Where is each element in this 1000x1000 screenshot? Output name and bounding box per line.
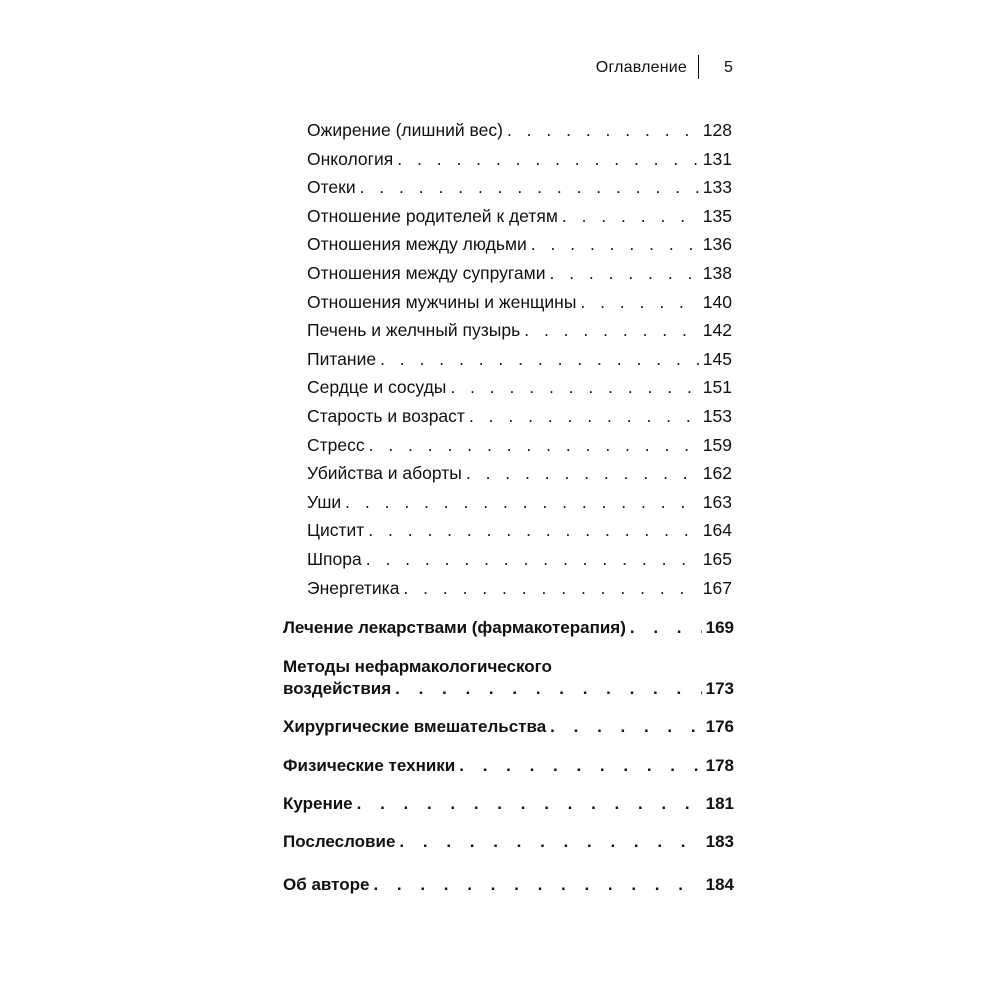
toc-entry-page: 138 [702, 263, 732, 283]
toc-entry-label: Отношения между супругами [307, 263, 546, 283]
dot-leader [373, 875, 701, 895]
toc-chapter[interactable] [283, 832, 734, 856]
toc-entry-page: 136 [702, 234, 732, 255]
toc-chapter[interactable] [283, 794, 734, 818]
toc-entry[interactable] [307, 377, 732, 401]
toc-entry-label: Стресс [307, 434, 365, 455]
dot-leader [395, 679, 701, 699]
toc-entry-page: 164 [702, 520, 732, 541]
toc-chapter[interactable] [283, 618, 734, 642]
toc-entry[interactable] [307, 578, 732, 602]
dot-leader [459, 756, 701, 776]
dot-leader [469, 406, 699, 427]
toc-chapter-label: Послесловие [283, 832, 396, 851]
toc-chapter-page: 181 [705, 794, 734, 813]
dot-leader [524, 320, 699, 341]
toc-entry-page: 151 [702, 377, 732, 398]
dot-leader [450, 377, 698, 398]
toc-entry-page: 162 [702, 463, 732, 484]
toc-entry-label: Уши [307, 491, 342, 512]
toc-entry-page: 131 [702, 148, 732, 169]
running-header [0, 58, 1000, 80]
toc-chapter-label: воздействия [283, 679, 392, 698]
toc-chapter[interactable] [283, 679, 734, 703]
toc-entry-label: Убийства и аборты [307, 463, 462, 484]
toc-chapter-label: Курение [283, 794, 353, 813]
toc-chapter[interactable] [283, 717, 734, 741]
dot-leader [531, 234, 699, 255]
toc-entry-label: Цистит [307, 520, 365, 541]
dot-leader [549, 263, 698, 284]
dot-leader [380, 349, 699, 370]
toc-entry-page: 153 [702, 406, 732, 426]
dot-leader [397, 149, 699, 170]
toc-entry-page: 128 [702, 120, 732, 140]
toc-entry-label: Сердце и сосуды [307, 377, 447, 398]
header-divider [698, 55, 699, 79]
toc-entry[interactable] [307, 549, 732, 573]
toc-chapter-page: 176 [705, 717, 734, 736]
dot-leader [360, 177, 699, 198]
toc-chapter-page: 169 [705, 618, 734, 637]
toc-entry[interactable] [307, 177, 732, 201]
toc-entry-label: Онкология [307, 148, 394, 169]
toc-entry-label: Отеки [307, 177, 356, 198]
toc-chapter-label: Хирургические вмешательства [283, 717, 547, 736]
dot-leader [507, 120, 699, 141]
toc-chapter-page: 173 [705, 679, 734, 698]
header-page-number: 5 [724, 59, 733, 76]
toc-entry-page: 142 [702, 320, 732, 341]
toc-chapter-label: Физические техники [283, 756, 456, 775]
toc-entry[interactable] [307, 349, 732, 373]
toc-entry[interactable] [307, 234, 732, 258]
toc-entry-page: 135 [702, 205, 732, 226]
dot-leader [580, 292, 698, 313]
toc-entry[interactable] [307, 263, 732, 287]
dot-leader [403, 578, 698, 599]
toc-entry[interactable] [307, 463, 732, 487]
header-title: Оглавление [595, 59, 687, 76]
toc-entry-label: Отношения мужчины и женщины [307, 291, 577, 312]
toc-entry-page: 165 [702, 549, 732, 569]
toc-entry-label: Шпора [307, 549, 362, 569]
toc-chapter[interactable] [283, 756, 734, 780]
dot-leader [357, 794, 702, 814]
toc-entry[interactable] [307, 406, 732, 430]
toc-chapter[interactable] [283, 875, 734, 899]
dot-leader [366, 549, 699, 570]
toc-entry[interactable] [307, 520, 732, 544]
toc-chapter-page: 184 [705, 875, 734, 894]
toc-entry[interactable] [307, 492, 732, 516]
toc-chapter-page: 178 [705, 756, 734, 775]
toc-entry-label: Энергетика [307, 577, 400, 598]
dot-leader [345, 492, 699, 513]
toc-entry-page: 133 [702, 177, 732, 198]
toc-chapter-label: Лечение лекарствами (фармакотерапия) [283, 618, 626, 637]
dot-leader [550, 717, 701, 737]
toc-entry-page: 159 [702, 434, 732, 455]
toc-entry[interactable] [307, 435, 732, 459]
toc-entry-label: Отношения между людьми [307, 234, 527, 255]
toc-chapter-label-line1[interactable]: Методы нефармакологического [283, 657, 552, 676]
toc-entry[interactable] [307, 320, 732, 344]
dot-leader [562, 206, 699, 227]
toc-entry[interactable] [307, 206, 732, 230]
dot-leader [369, 435, 699, 456]
dot-leader [630, 618, 702, 638]
toc-entry-page: 140 [702, 291, 732, 312]
toc-entry-label: Печень и желчный пузырь [307, 320, 521, 341]
toc-entry-page: 167 [702, 577, 732, 598]
toc-chapter-label: Об авторе [283, 875, 370, 894]
toc-entry-label: Питание [307, 348, 377, 369]
dot-leader [466, 463, 699, 484]
dot-leader [399, 832, 701, 852]
dot-leader [368, 520, 699, 541]
toc-entry-page: 163 [702, 491, 732, 512]
toc-entry[interactable] [307, 120, 732, 144]
toc-entry-page: 145 [702, 348, 732, 369]
toc-entry-label: Ожирение (лишний вес) [307, 120, 503, 140]
toc-chapter-page: 183 [705, 832, 734, 851]
toc-entry[interactable] [307, 149, 732, 173]
toc-entry[interactable] [307, 292, 732, 316]
toc-entry-label: Старость и возраст [307, 406, 465, 426]
toc-entry-label: Отношение родителей к детям [307, 205, 558, 226]
